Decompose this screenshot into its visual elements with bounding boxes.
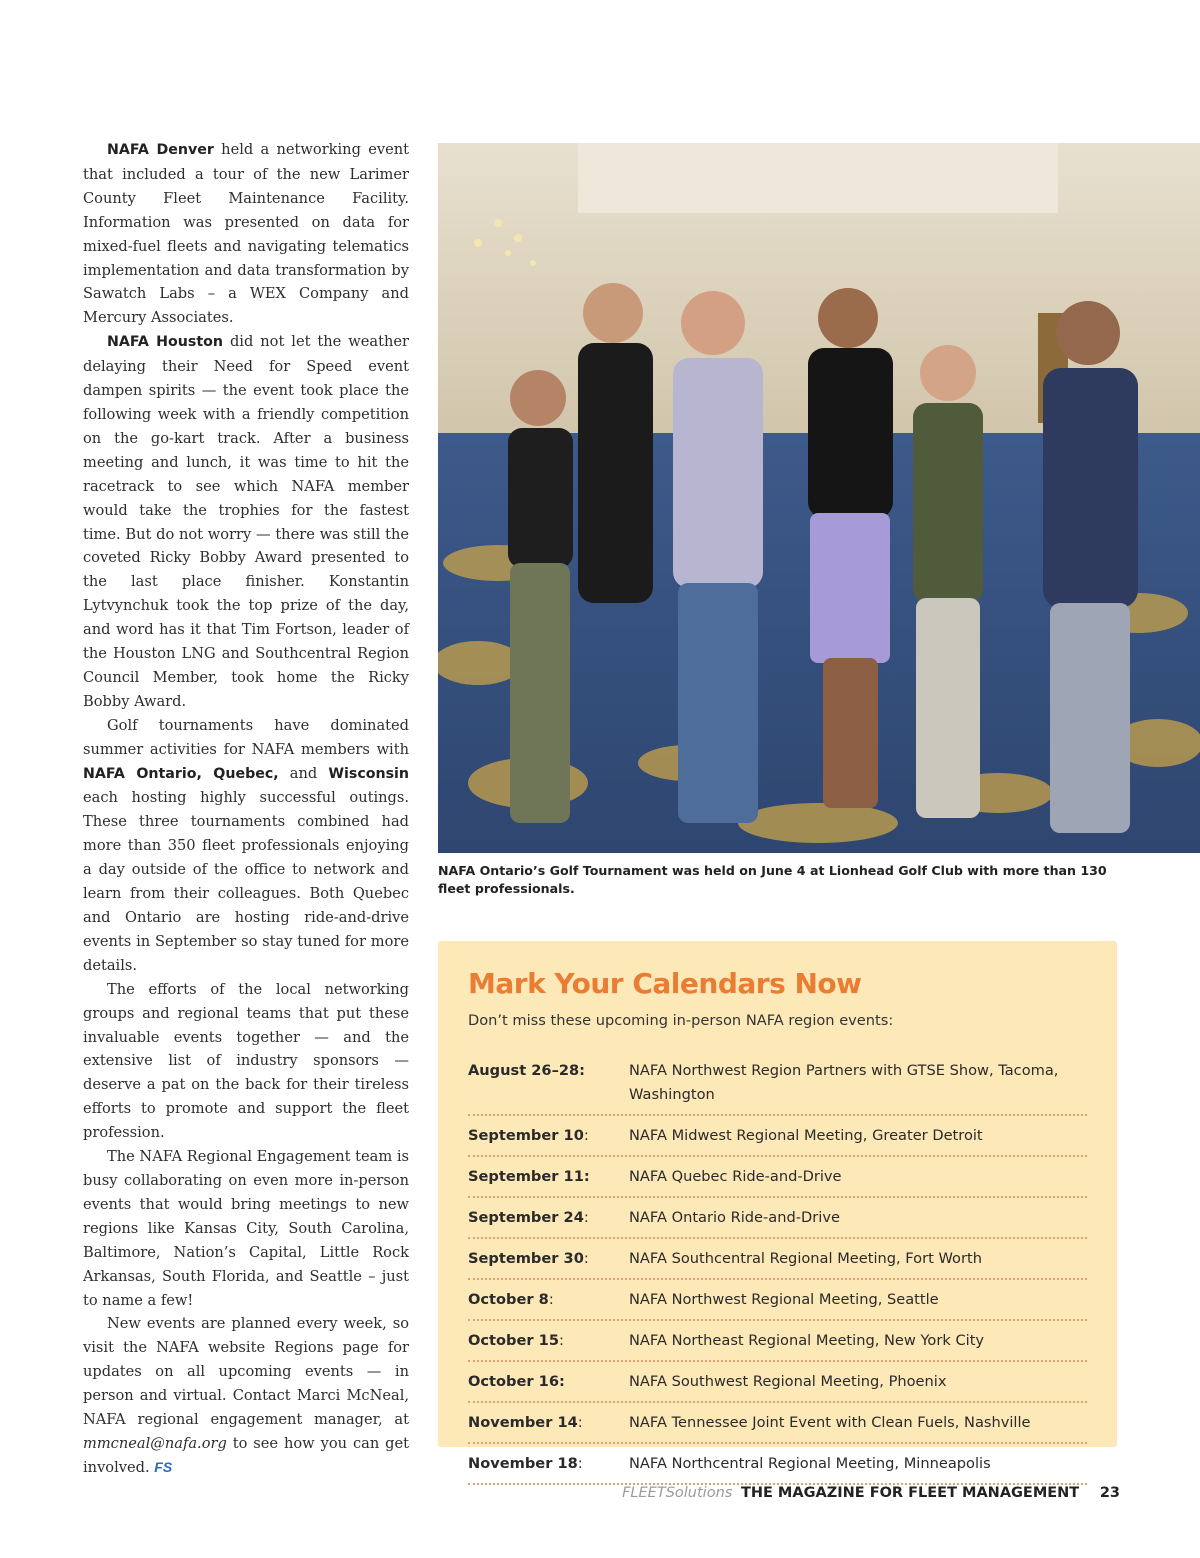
event-title: NAFA Southcentral Regional Meeting, Fort Worth	[629, 1250, 982, 1267]
event-title: NAFA Quebec Ride-and-Drive	[629, 1168, 842, 1185]
event-title: NAFA Northwest Regional Meeting, Seattle	[629, 1291, 939, 1308]
event-date: October 16:	[468, 1373, 565, 1390]
event-date: October 15:	[468, 1332, 564, 1349]
article-column	[83, 138, 409, 1480]
event-title: NAFA Midwest Regional Meeting, Greater Detroit	[629, 1127, 983, 1144]
event-date: September 30:	[468, 1250, 589, 1267]
event-title: NAFA Northcentral Regional Meeting, Minneapolis	[629, 1455, 991, 1472]
fs-end-mark-icon: FS	[154, 1458, 173, 1475]
event-list	[468, 1059, 1087, 1485]
calendar-title: Mark Your Calendars Now	[468, 967, 862, 1000]
event-title: NAFA Tennessee Joint Event with Clean Fuels, Nashville	[629, 1414, 1031, 1431]
paragraph-houston	[83, 330, 409, 714]
event-date: September 10:	[468, 1127, 589, 1144]
event-date: October 8:	[468, 1291, 554, 1308]
event-row	[468, 1362, 1087, 1403]
event-title: NAFA Northwest Region Partners with GTSE Show, Tacoma, Washington	[629, 1062, 1059, 1103]
paragraph-text: and	[278, 764, 329, 782]
paragraph-efforts: The efforts of the local networking groups and regional teams that put these invaluable events together — and the extensive list of industry sponsors — deserve a pat on the back for their tireless efforts to promote and support the fleet profession.	[83, 980, 409, 1142]
paragraph-engagement: The NAFA Regional Engagement team is busy collaborating on even more in-person events that would bring meetings to new regions like Kansas City, South Carolina, Baltimore, Nation’s Capital, Little Rock Arkansas, South Florida, and Seattle – just to name a few!	[83, 1148, 409, 1309]
email-link[interactable]: mmcneal@nafa.org	[83, 1434, 227, 1452]
event-title: NAFA Ontario Ride-and-Drive	[629, 1209, 840, 1226]
event-date: November 18:	[468, 1455, 583, 1472]
person-6	[1043, 301, 1138, 833]
lead-denver: NAFA Denver	[107, 142, 214, 158]
event-row	[468, 1321, 1087, 1362]
group-photo-illustration	[438, 143, 1200, 853]
event-title: NAFA Southwest Regional Meeting, Phoenix	[629, 1373, 947, 1390]
paragraph-text: Golf tournaments have dominated summer activities for NAFA members with	[83, 716, 409, 758]
photo-caption: NAFA Ontario’s Golf Tournament was held on June 4 at Lionhead Golf Club with more than 130 fleet professionals.	[438, 863, 1107, 896]
event-row	[468, 1157, 1087, 1198]
event-row	[468, 1198, 1087, 1239]
magazine-tagline: THE MAGAZINE FOR FLEET MANAGEMENT	[740, 1485, 1080, 1501]
page-footer	[622, 1485, 1120, 1501]
person-1	[508, 370, 573, 823]
paragraph-text: held a networking event that included a tour of the new Larimer County Fleet Maintenance Facility. Information was presented on data for mixed-fuel fleets and navigating telematics implementation and data transformation by Sawatch Labs – a WEX Company and Mercury Associates.	[83, 141, 410, 327]
lead-wisconsin: Wisconsin	[328, 765, 409, 782]
magazine-brand: FLEETSolutions	[622, 1485, 733, 1501]
event-title: NAFA Northeast Regional Meeting, New York City	[629, 1332, 985, 1349]
paragraph-contact	[83, 1312, 409, 1479]
paragraph-denver	[83, 138, 409, 330]
event-date: September 11:	[468, 1168, 590, 1185]
group-photo	[438, 143, 1200, 853]
event-date: November 14:	[468, 1414, 583, 1431]
paragraph-text: each hosting highly successful outings. These three tournaments combined had more than 350 fleet professionals enjoying a day outside of the office to network and learn from their colleagues. Both Quebec and Ontario are hosting ride-and-drive events in September so stay tuned for more details.	[83, 789, 409, 974]
event-row	[468, 1280, 1087, 1321]
paragraph-text: New events are planned every week, so visit the NAFA website Regions page for updates on all upcoming events — in person and virtual. Contact Marci McNeal, NAFA regional engagement manager, at	[83, 1315, 409, 1429]
event-row	[468, 1444, 1087, 1485]
person-5	[913, 345, 983, 818]
event-row	[468, 1239, 1087, 1280]
calendar-box	[438, 941, 1117, 1472]
page-number: 23	[1099, 1485, 1120, 1501]
event-row	[468, 1403, 1087, 1444]
calendar-intro: Don’t miss these upcoming in-person NAFA region events:	[468, 1012, 894, 1029]
event-date: August 26–28:	[468, 1062, 586, 1079]
event-row	[468, 1116, 1087, 1157]
event-date: September 24:	[468, 1209, 589, 1226]
person-3	[673, 291, 763, 823]
lead-ontario-quebec: NAFA Ontario, Quebec,	[83, 765, 279, 782]
event-row	[468, 1059, 1087, 1116]
paragraph-text: did not let the weather delaying their Need for Speed event dampen spirits — the event took place the following week with a friendly competition on the go-kart track. After a business meeting and lunch, it was time to hit the racetrack to see which NAFA member would take the trophies for the fastest time. But do not worry — there was still the coveted Ricky Bobby Award presented to the last place finisher. Konstantin Lytvynchuk took the top prize of the day, and word has it that Tim Fortson, leader of the Houston LNG and Southcentral Region Council Member, took home the Ricky Bobby Award.	[83, 333, 409, 710]
paragraph-golf	[83, 714, 409, 978]
paragraph-text: to see how you can get involved.	[83, 1434, 409, 1476]
lead-houston: NAFA Houston	[107, 334, 223, 351]
